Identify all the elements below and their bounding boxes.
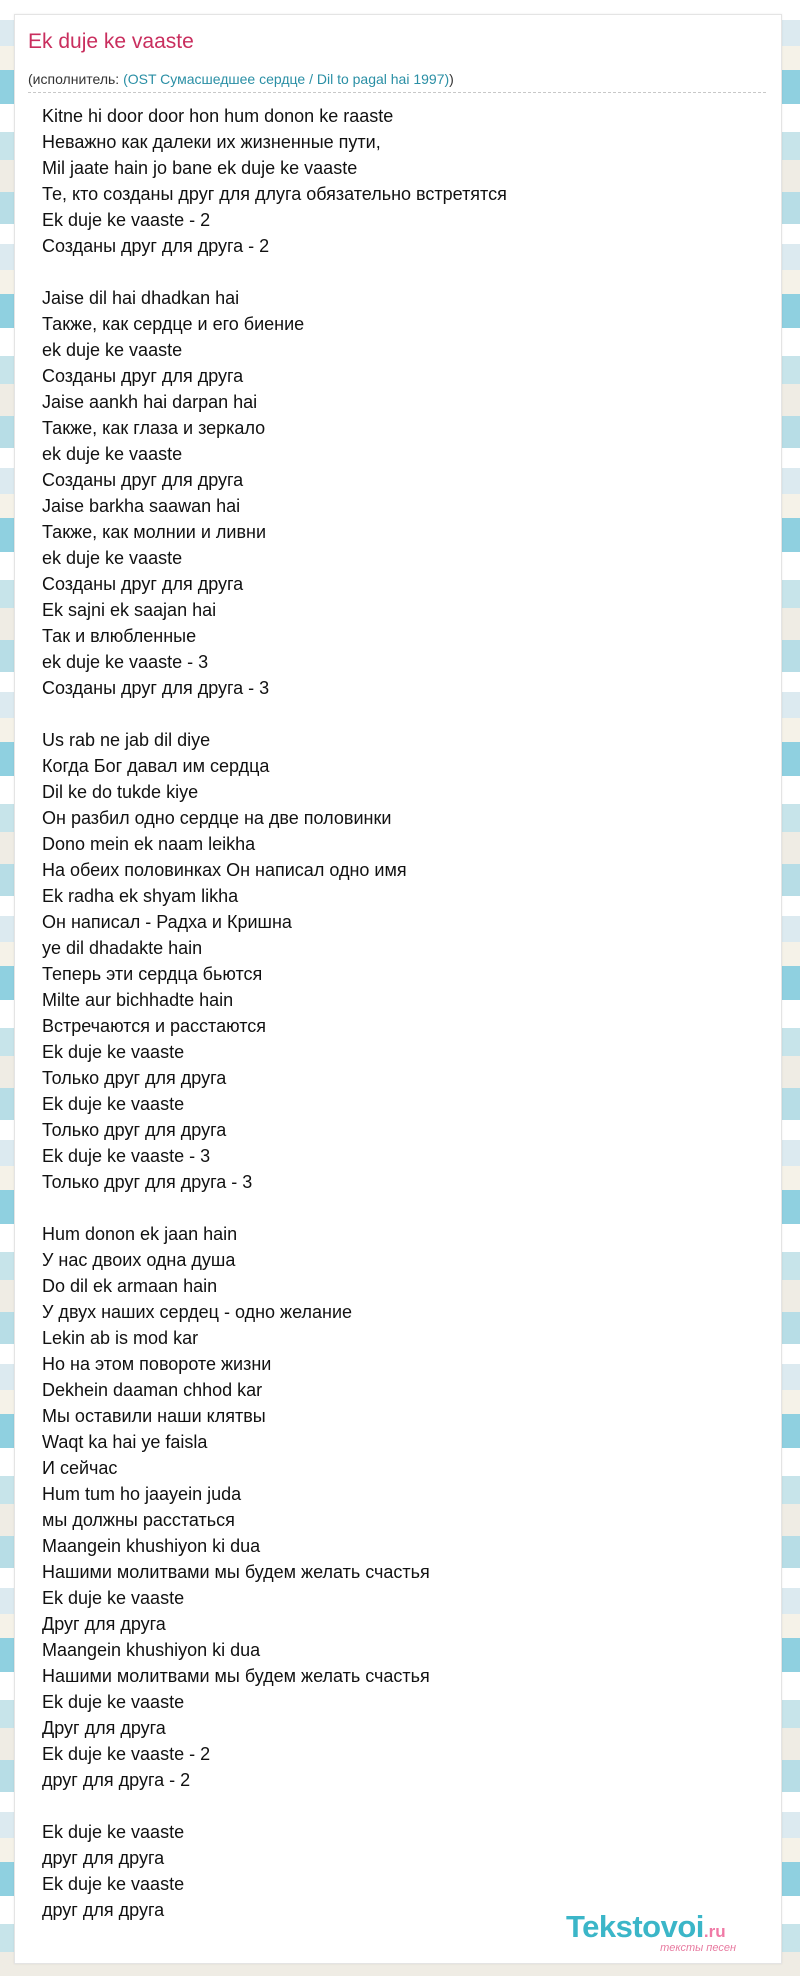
lyric-line: ek duje ke vaaste <box>42 548 183 568</box>
lyric-line: Друг для друга <box>42 1614 166 1634</box>
lyric-line: Встречаются и расстаются <box>42 1016 266 1036</box>
lyric-line: Но на этом повороте жизни <box>42 1354 272 1374</box>
lyric-line: Ek duje ke vaaste <box>42 1042 185 1062</box>
song-title: Ek duje ke vaaste <box>28 30 194 53</box>
site-logo[interactable] <box>566 1909 776 1954</box>
lyric-line: Мы оставили наши клятвы <box>42 1406 266 1426</box>
lyric-line: Он разбил одно сердце на две половинки <box>42 808 392 828</box>
stanza-gap <box>42 259 762 285</box>
lyric-line: Dil ke do tukde kiye <box>42 782 199 802</box>
lyric-line: Ek duje ke vaaste <box>42 1822 185 1842</box>
lyric-line: Созданы друг для друга - 3 <box>42 678 270 698</box>
lyric-line: Dono mein ek naam leikha <box>42 834 256 854</box>
lyrics-text <box>42 103 762 1923</box>
lyric-line: Lekin ab is mod kar <box>42 1328 199 1348</box>
lyric-line: Jaise barkha saawan hai <box>42 496 241 516</box>
lyric-line: Mil jaate hain jo bane ek duje ke vaaste <box>42 158 358 178</box>
lyric-line: Также, как сердце и его биение <box>42 314 305 334</box>
artist-link[interactable]: (OST Сумасшедшее сердце / Dil to pagal hai 1997) <box>123 71 450 87</box>
lyric-line: Hum donon ek jaan hain <box>42 1224 238 1244</box>
lyric-line: Также, как глаза и зеркало <box>42 418 266 438</box>
lyric-line: Hum tum ho jaayein juda <box>42 1484 242 1504</box>
lyric-line: Jaise aankh hai darpan hai <box>42 392 258 412</box>
lyric-line: Только друг для друга - 3 <box>42 1172 253 1192</box>
lyric-line: Do dil ek armaan hain <box>42 1276 218 1296</box>
lyric-line: Jaise dil hai dhadkan hai <box>42 288 240 308</box>
lyric-line: Kitne hi door door hon hum donon ke raaste <box>42 106 394 126</box>
lyric-line: Созданы друг для друга <box>42 366 244 386</box>
lyric-line: Waqt ka hai ye faisla <box>42 1432 208 1452</box>
lyric-line: Maangein khushiyon ki dua <box>42 1640 261 1660</box>
lyric-line: Ek duje ke vaaste <box>42 1692 185 1712</box>
lyric-line: ek duje ke vaaste - 3 <box>42 652 209 672</box>
lyric-line: Только друг для друга <box>42 1068 227 1088</box>
artist-suffix: ) <box>449 71 454 87</box>
lyric-line: Ek radha ek shyam likha <box>42 886 239 906</box>
artist-line <box>28 70 454 88</box>
lyric-line: Когда Бог давал им сердца <box>42 756 270 776</box>
lyric-line: Maangein khushiyon ki dua <box>42 1536 261 1556</box>
logo-subtitle: тексты песен <box>660 1942 736 1954</box>
lyric-line: Теперь эти сердца бьются <box>42 964 263 984</box>
lyric-line: ye dil dhadakte hain <box>42 938 203 958</box>
lyric-line: друг для друга <box>42 1848 165 1868</box>
lyric-line: Нашими молитвами мы будем желать счастья <box>42 1666 430 1686</box>
lyric-line: друг для друга <box>42 1900 165 1920</box>
lyric-line: Нашими молитвами мы будем желать счастья <box>42 1562 430 1582</box>
lyric-line: И сейчас <box>42 1458 118 1478</box>
lyric-line: Неважно как далеки их жизненные пути, <box>42 132 381 152</box>
stanza-gap <box>42 701 762 727</box>
lyric-line: У двух наших сердец - одно желание <box>42 1302 353 1322</box>
lyric-line: Только друг для друга <box>42 1120 227 1140</box>
lyric-line: ek duje ke vaaste <box>42 444 183 464</box>
lyric-line: Созданы друг для друга <box>42 574 244 594</box>
lyric-line: Ek duje ke vaaste <box>42 1874 185 1894</box>
artist-prefix: (исполнитель: <box>28 71 124 87</box>
lyric-line: Также, как молнии и ливни <box>42 522 266 542</box>
lyric-line: Ek duje ke vaaste <box>42 1588 185 1608</box>
divider <box>28 92 766 93</box>
lyric-line: Он написал - Радха и Кришна <box>42 912 292 932</box>
lyric-line: Созданы друг для друга <box>42 470 244 490</box>
lyric-line: Те, кто созданы друг для длуга обязательно встретятся <box>42 184 507 204</box>
lyric-line: Ek duje ke vaaste - 2 <box>42 210 211 230</box>
lyric-line: У нас двоих одна душа <box>42 1250 236 1270</box>
lyric-line: Так и влюбленные <box>42 626 197 646</box>
lyric-line: Dekhein daaman chhod kar <box>42 1380 263 1400</box>
lyric-line: Ek sajni ek saajan hai <box>42 600 217 620</box>
stanza-gap <box>42 1195 762 1221</box>
lyric-line: Milte aur bichhadte hain <box>42 990 234 1010</box>
lyric-line: друг для друга - 2 <box>42 1770 191 1790</box>
stanza-gap <box>42 1793 762 1819</box>
lyric-line: мы должны расстаться <box>42 1510 235 1530</box>
lyric-line: Us rab ne jab dil diye <box>42 730 211 750</box>
lyric-line: Ek duje ke vaaste - 3 <box>42 1146 211 1166</box>
lyric-line: Ek duje ke vaaste - 2 <box>42 1744 211 1764</box>
lyric-line: На обеих половинках Он написал одно имя <box>42 860 407 880</box>
lyric-line: Друг для друга <box>42 1718 166 1738</box>
lyric-line: ek duje ke vaaste <box>42 340 183 360</box>
logo-main: Tekstovoi <box>566 1909 704 1944</box>
lyric-line: Созданы друг для друга - 2 <box>42 236 270 256</box>
logo-suffix: .ru <box>703 1922 726 1941</box>
lyric-line: Ek duje ke vaaste <box>42 1094 185 1114</box>
